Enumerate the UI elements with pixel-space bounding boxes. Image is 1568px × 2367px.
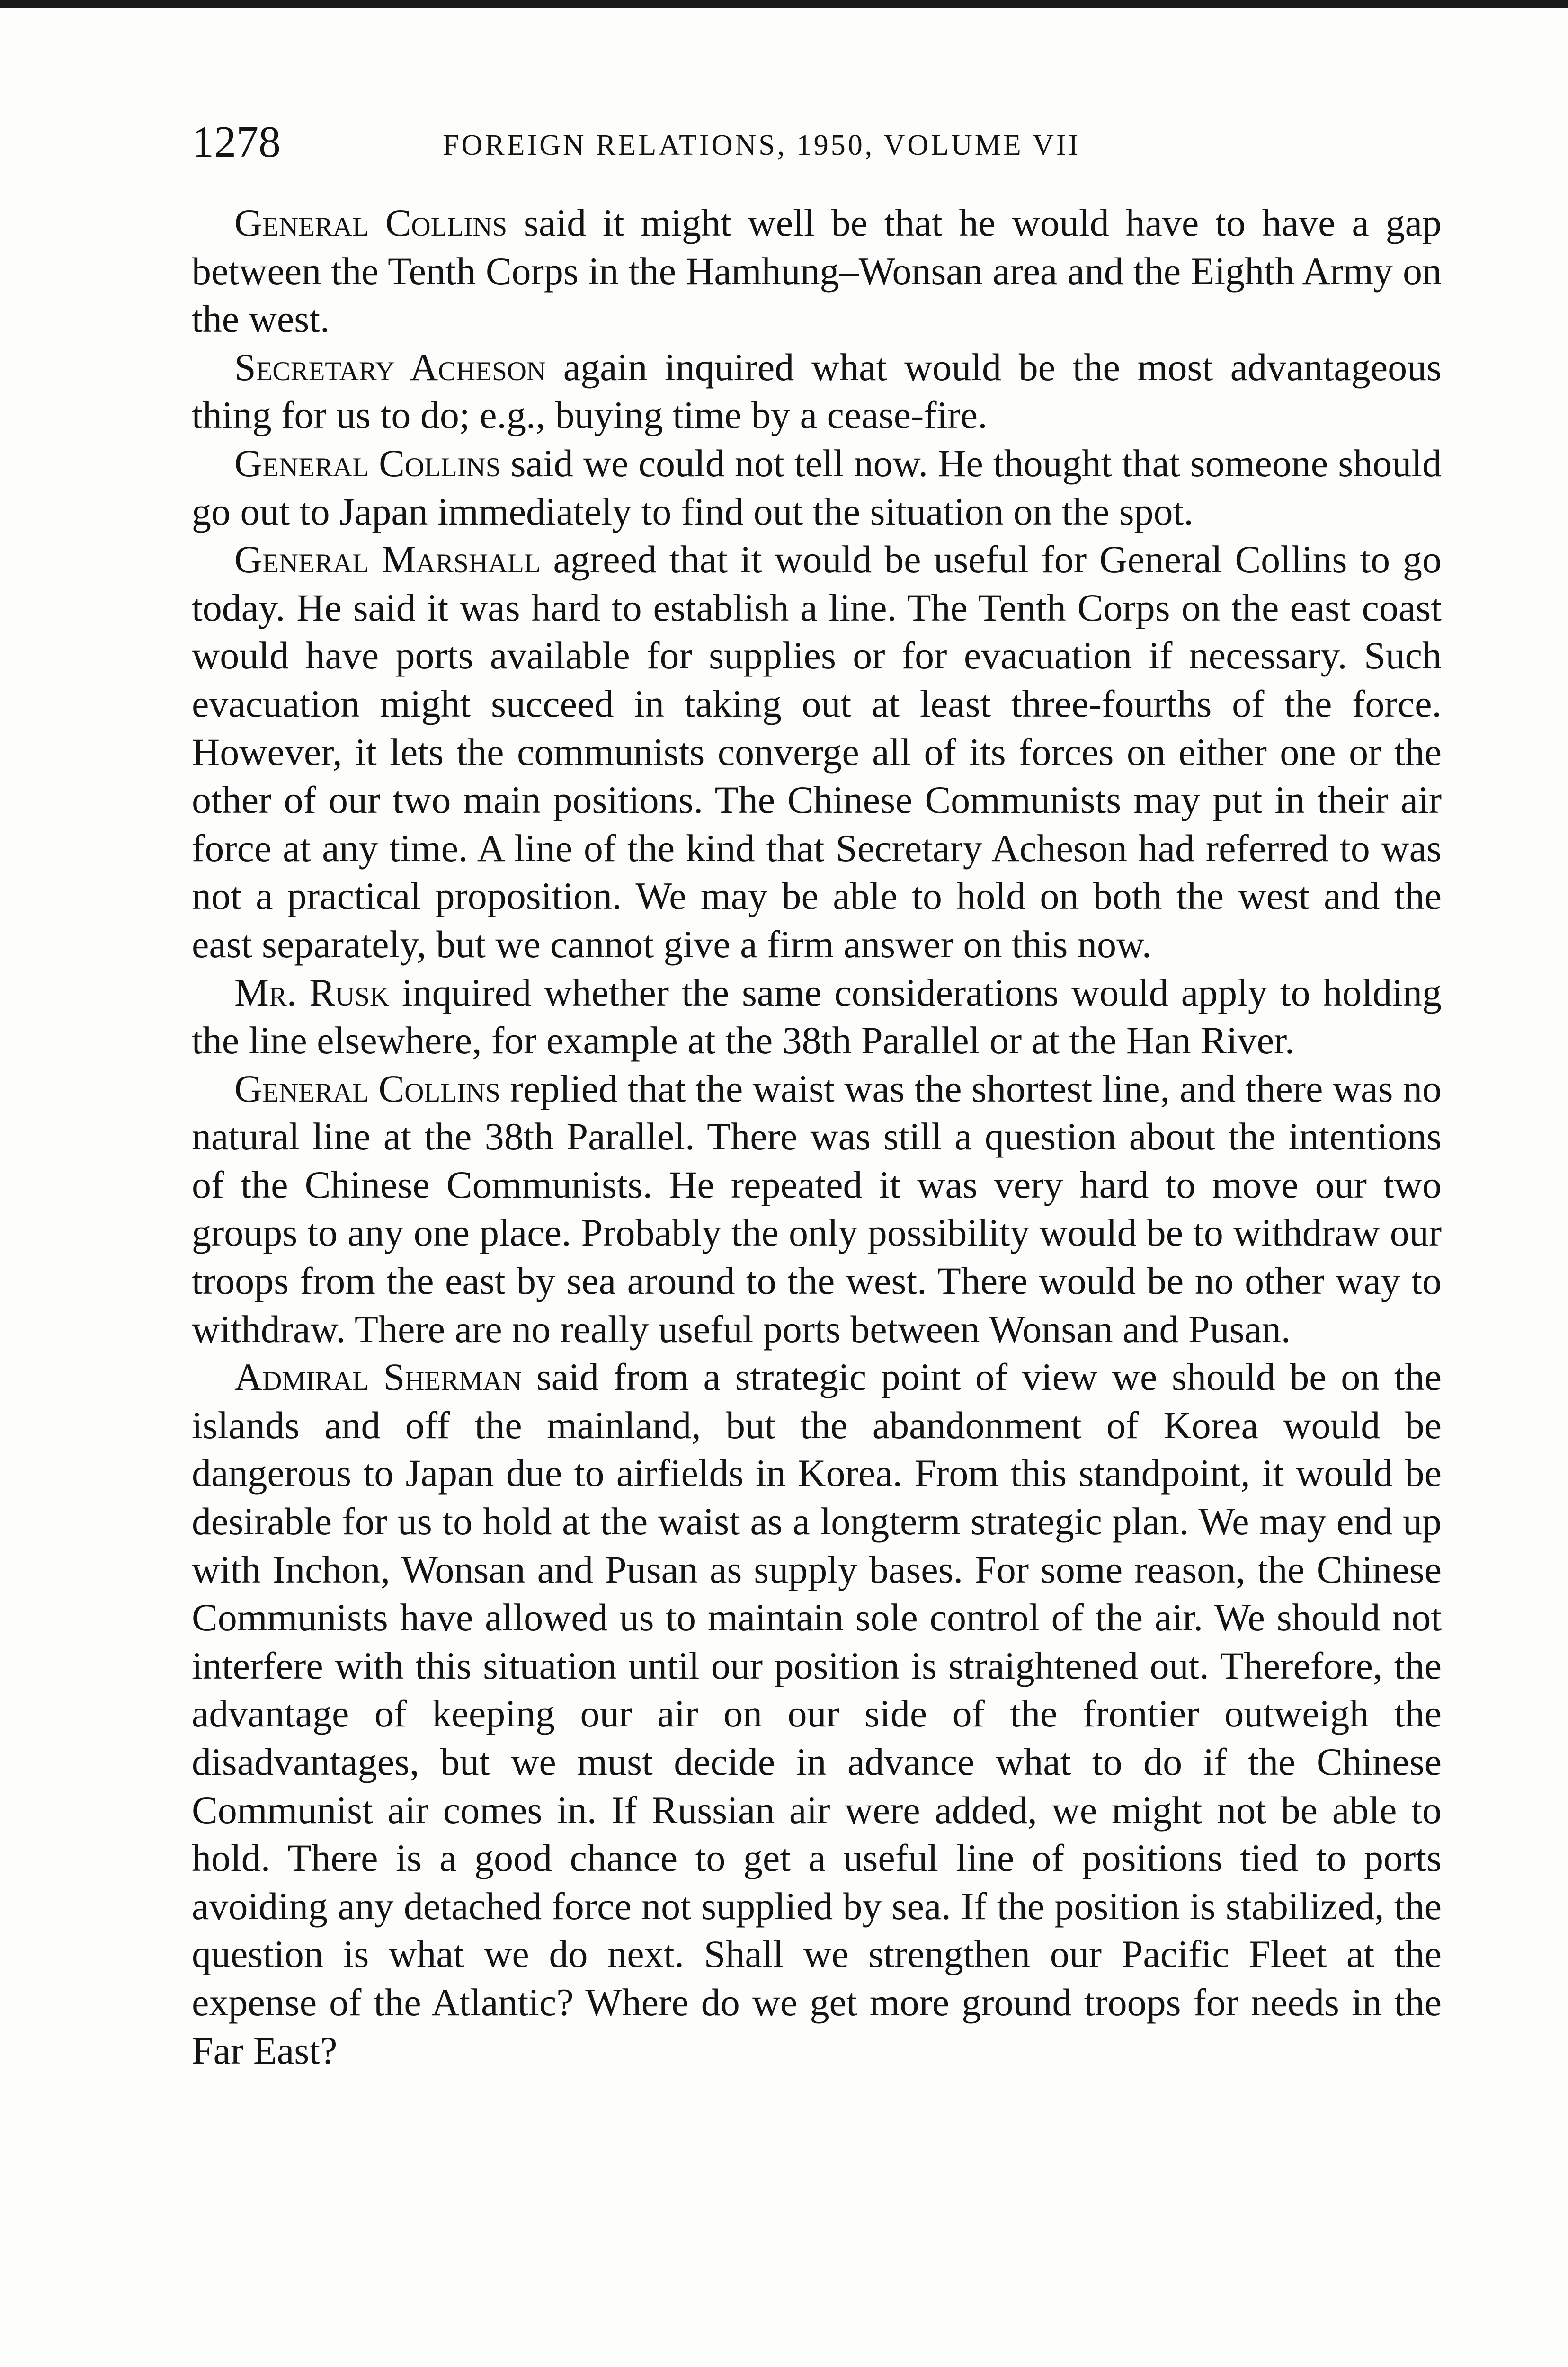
- scan-top-edge: [0, 0, 1568, 8]
- speaker-name: General Marshall: [234, 538, 541, 581]
- paragraph-text: inquired whether the same considerations would apply to holding the line elsewhere, for example at the 38th Parallel or at the Han River.: [192, 970, 1442, 1062]
- paragraph: [192, 535, 1442, 968]
- paragraph-text: said we could not tell now. He thought that someone should go out to Japan immediately to find out the situation on the spot.: [192, 441, 1442, 533]
- paragraph: [192, 343, 1442, 439]
- body-text: [192, 199, 1442, 2074]
- paragraph: [192, 439, 1442, 535]
- paragraph: [192, 199, 1442, 343]
- paragraph-text: said it might well be that he would have to have a gap between the Tenth Corps in the Hamhung–Wonsan area and the Eighth Army on the west.: [192, 201, 1442, 341]
- speaker-name: Admiral Sherman: [234, 1355, 522, 1399]
- page-header: [192, 111, 1442, 173]
- paragraph-text: again inquired what would be the most advantageous thing for us to do; e.g., buying time by a cease-fire.: [192, 345, 1442, 437]
- speaker-name: General Collins: [234, 441, 501, 485]
- paragraph: [192, 1353, 1442, 2074]
- paragraph: [192, 1065, 1442, 1353]
- paragraph-text: replied that the waist was the shortest line, and there was no natural line at the 38th Parallel. There was still a question about the intentions of the Chinese Communists. He repeated it was very hard to move our two groups to any one place. Probably the only possibility would be to withdraw our troops from the east by sea around to the west. There would be no other way to withdraw. There are no really useful ports between Wonsan and Pusan.: [192, 1067, 1442, 1351]
- paragraph-text: agreed that it would be useful for General Collins to go today. He said it was hard to establish a line. The Tenth Corps on the east coast would have ports available for supplies or for evacuation if necessary. Such evacuation might succeed in taking out at least three-fourths of the force. However, it lets the communists converge all of its forces on either one or the other of our two main positions. The Chinese Communists may put in their air force at any time. A line of the kind that Secretary Acheson had referred to was not a practical proposition. We may be able to hold on both the west and the east separately, but we cannot give a firm answer on this now.: [192, 538, 1442, 966]
- running-head: FOREIGN RELATIONS, 1950, VOLUME VII: [443, 129, 1081, 161]
- speaker-name: Secretary Acheson: [234, 345, 546, 389]
- speaker-name: General Collins: [234, 1067, 500, 1110]
- speaker-name: Mr. Rusk: [234, 970, 390, 1014]
- paragraph: [192, 969, 1442, 1065]
- page-number: 1278: [192, 117, 281, 167]
- paragraph-text: said from a strategic point of view we should be on the islands and off the mainland, but the abandonment of Korea would be dangerous to Japan due to airfields in Korea. From this standpoint, it would be desirable for us to hold at the waist as a longterm strategic plan. We may end up with Inchon, Wonsan and Pusan as supply bases. For some reason, the Chinese Communists have allowed us to maintain sole control of the air. We should not interfere with this situation until our position is straightened out. Therefore, the advantage of keeping our air on our side of the frontier outweigh the disadvantages, but we must decide in advance what to do if the Chinese Communist air comes in. If Russian air were added, we might not be able to hold. There is a good chance to get a useful line of positions tied to ports avoiding any detached force not supplied by sea. If the position is stabilized, the question is what we do next. Shall we strengthen our Pacific Fleet at the expense of the Atlantic? Where do we get more ground troops for needs in the Far East?: [192, 1355, 1442, 2072]
- speaker-name: General Collins: [234, 201, 508, 244]
